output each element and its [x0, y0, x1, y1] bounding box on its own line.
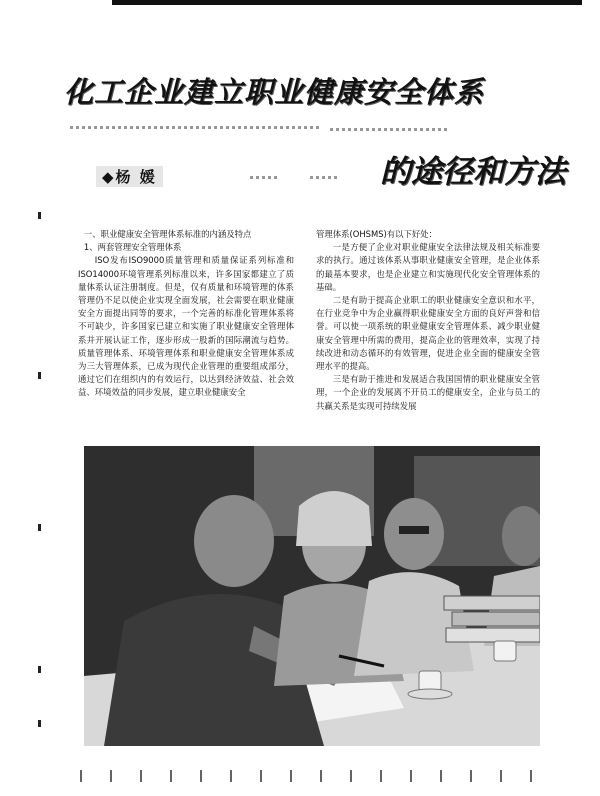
meeting-photo	[84, 446, 540, 746]
meeting-illustration	[84, 446, 540, 746]
left-column	[78, 228, 294, 400]
subsection-heading: 1、两套管理安全管理体系	[83, 242, 182, 253]
section-heading: 一、职业健康安全管理体系标准的内涵及特点	[83, 229, 252, 239]
margin-mark	[38, 372, 41, 379]
right-column	[316, 228, 540, 413]
article-title: 化工企业建立职业健康安全体系	[64, 75, 485, 109]
author-noise	[250, 176, 280, 179]
title-underline-noise-2	[330, 128, 450, 131]
paragraph: 二是有助于提高企业职工的职业健康安全意识和水平，在行业竞争中为企业赢得职业健康安全方面的良好声誉和信誉。可以使一项系统的职业健康安全管理体系、减少职业健康安全管理中所需的费用，提高企业的管理效率，实现了持续改进和动态循环的有效管理，促进企业全面的健康安全管理水平的提高。	[316, 295, 540, 372]
margin-mark	[38, 666, 41, 673]
header-rule	[112, 0, 582, 5]
paragraph: 一是方便了企业对职业健康安全法律法规及相关标准要求的执行。通过该体系从事职业健康安全管理，是企业体系的最基本要求，也是企业建立和实施现代化安全管理体系的基础。	[316, 242, 540, 292]
article-subtitle: 的途径和方法	[380, 154, 566, 190]
title-underline-noise	[70, 126, 320, 129]
margin-mark	[38, 212, 41, 219]
margin-mark	[38, 720, 41, 727]
margin-mark	[38, 524, 41, 531]
paragraph: 管理体系(OHSMS)有以下好处：	[316, 229, 438, 239]
author-noise-2	[310, 176, 340, 179]
paragraph: ISO发布ISO9000质量管理和质量保证系列标准和ISO14000环境管理系列标准以来，许多国家都建立了质量体系认证注册制度。但是，仅有质量和环境管理的体系管理仍不足以使企业实现全面发展，社会需要在职业健康安全方面提出同等的要求，一个完善的标准化管理体系将不可缺少，许多国家已建立和实施了职业健康安全管理体系并开展认证工作，逐步形成一股新的国际潮流与趋势。质量管理体系、环境管理体系和职业健康安全管理体系成为三大管理体系，已成为现代企业管理的重要组成部分，通过它们在组织内的有效运行，以达到经济效益、社会效益、环境效益的同步发展，建立职业健康安全	[78, 255, 294, 398]
footer-rule	[80, 770, 542, 782]
article-author: ◆杨 媛	[96, 166, 163, 187]
paragraph: 三是有助于推进和发展适合我国国情的职业健康安全管理，一个企业的发展离不开员工的健康安全，企业与员工的共赢关系是实现可持续发展	[316, 374, 540, 411]
